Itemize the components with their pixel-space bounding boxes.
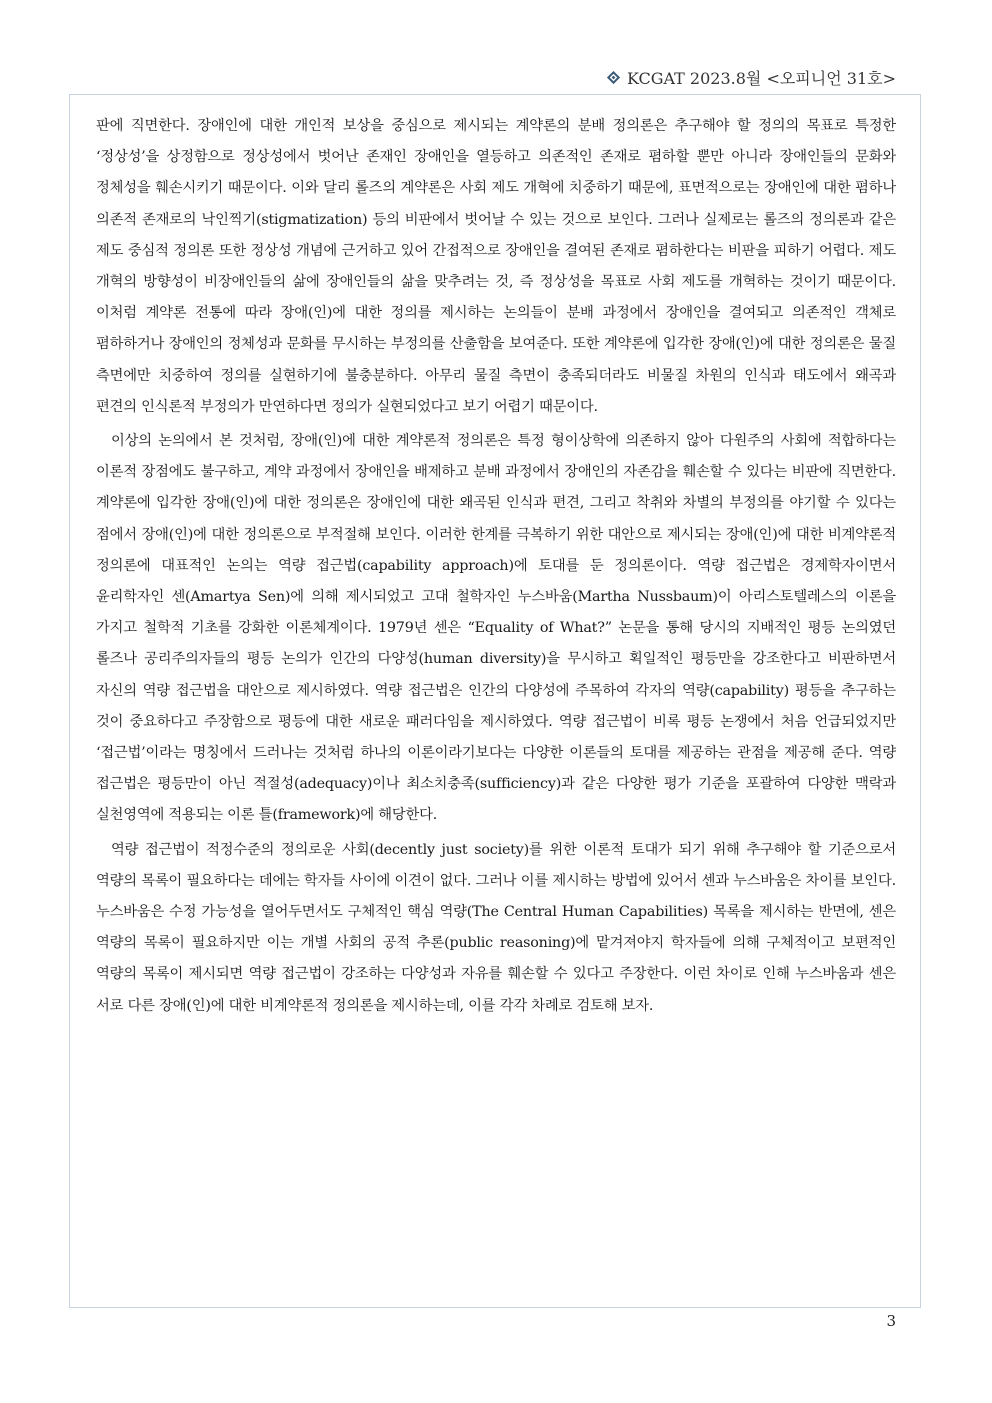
page-header: [606, 66, 896, 89]
diamond-icon: [606, 70, 621, 85]
paragraph-1: 판에 직면한다. 장애인에 대한 개인적 보상을 중심으로 제시되는 계약론의 분배 정의론은 추구해야 할 정의의 목표로 특정한 ‘정상성’을 상정함으로 정상성에서 벗어난 존재인 장애인을 열등하고 의존적인 존재로 폄하할 뿐만 아니라 장애인들의 문화와 정체성을 훼손시키기 때문이다. 이와 달리 롤즈의 계약론은 사회 제도 개혁에 치중하기 때문에, 표면적으로는 장애인에 대한 폄하나 의존적 존재로의 낙인찍기(stigmatization) 등의 비판에서 벗어날 수 있는 것으로 보인다. 그러나 실제로는 롤즈의 정의론과 같은 제도 중심적 정의론 또한 정상성 개념에 근거하고 있어 간접적으로 장애인을 결여된 존재로 폄하한다는 비판을 피하기 어렵다. 제도 개혁의 방향성이 비장애인들의 삶에 장애인들의 삶을 맞추려는 것, 즉 정상성을 목표로 사회 제도를 개혁하는 것이기 때문이다. 이처럼 계약론 전통에 따라 장애(인)에 대한 정의를 제시하는 논의들이 분배 과정에서 장애인을 결여되고 의존적인 객체로 폄하하거나 장애인의 정체성과 문화를 무시하는 부정의를 산출함을 보여준다. 또한 계약론에 입각한 장애(인)에 대한 정의론은 물질 측면에만 치중하여 정의를 실현하기에 불충분하다. 아무리 물질 측면이 충족되더라도 비물질 차원의 인식과 태도에서 왜곡과 편견의 인식론적 부정의가 만연하다면 정의가 실현되었다고 보기 어렵기 때문이다.: [96, 118, 896, 415]
paragraph-3: 역량 접근법이 적정수준의 정의로운 사회(decently just society)를 위한 이론적 토대가 되기 위해 추구해야 할 기준으로서 역량의 목록이 필요하다는 데에는 학자들 사이에 이견이 없다. 그러나 이를 제시하는 방법에 있어서 센과 누스바움은 차이를 보인다. 누스바움은 수정 가능성을 열어두면서도 구체적인 핵심 역량(The Central Human Capabilities) 목록을 제시하는 반면에, 센은 역량의 목록이 필요하지만 이는 개별 사회의 공적 추론(public reasoning)에 맡겨져야지 학자들에 의해 구체적이고 보편적인 역량의 목록이 제시되면 역량 접근법이 강조하는 다양성과 자유를 훼손할 수 있다고 주장한다. 이런 차이로 인해 누스바움과 센은 서로 다른 장애(인)에 대한 비계약론적 정의론을 제시하는데, 이를 각각 차례로 검토해 보자.: [96, 841, 896, 1014]
paragraph-2: 이상의 논의에서 본 것처럼, 장애(인)에 대한 계약론적 정의론은 특정 형이상학에 의존하지 않아 다원주의 사회에 적합하다는 이론적 장점에도 불구하고, 계약 과정에서 장애인을 배제하고 분배 과정에서 장애인의 자존감을 훼손할 수 있다는 비판에 직면한다. 계약론에 입각한 장애(인)에 대한 정의론은 장애인에 대한 왜곡된 인식과 편견, 그리고 착취와 차별의 부정의를 야기할 수 있다는 점에서 장애(인)에 대한 정의론으로 부적절해 보인다. 이러한 한계를 극복하기 위한 대안으로 제시되는 장애(인)에 대한 비계약론적 정의론에 대표적인 논의는 역량 접근법(capability approach)에 토대를 둔 정의론이다. 역량 접근법은 경제학자이면서 윤리학자인 센(Amartya Sen)에 의해 제시되었고 고대 철학자인 누스바움(Martha Nussbaum)이 아리스토텔레스의 이론을 가지고 철학적 기초를 강화한 이론체계이다. 1979년 센은 “Equality of What?” 논문을 통해 당시의 지배적인 평등 논의였던 롤즈나 공리주의자들의 평등 논의가 인간의 다양성(human diversity)을 무시하고 획일적인 평등만을 강조한다고 비판하면서 자신의 역량 접근법을 대안으로 제시하였다. 역량 접근법은 인간의 다양성에 주목하여 각자의 역량(capability) 평등을 추구하는 것이 중요하다고 주장함으로 평등에 대한 새로운 패러다임을 제시하였다. 역량 접근법이 비록 평등 논쟁에서 처음 언급되었지만 ‘접근법’이라는 명칭에서 드러나는 것처럼 하나의 이론이라기보다는 다양한 이론들의 토대를 제공하는 관점을 제공해 준다. 역량 접근법은 평등만이 아닌 적절성(adequacy)이나 최소치충족(sufficiency)과 같은 다양한 평가 기준을 포괄하여 다양한 맥락과 실천영역에 적용되는 이론 틀(framework)에 해당한다.: [96, 433, 896, 824]
body-text: [96, 111, 896, 1022]
header-title: KCGAT 2023.8월 <오피니언 31호>: [626, 69, 896, 88]
page-number: 3: [886, 1312, 896, 1330]
